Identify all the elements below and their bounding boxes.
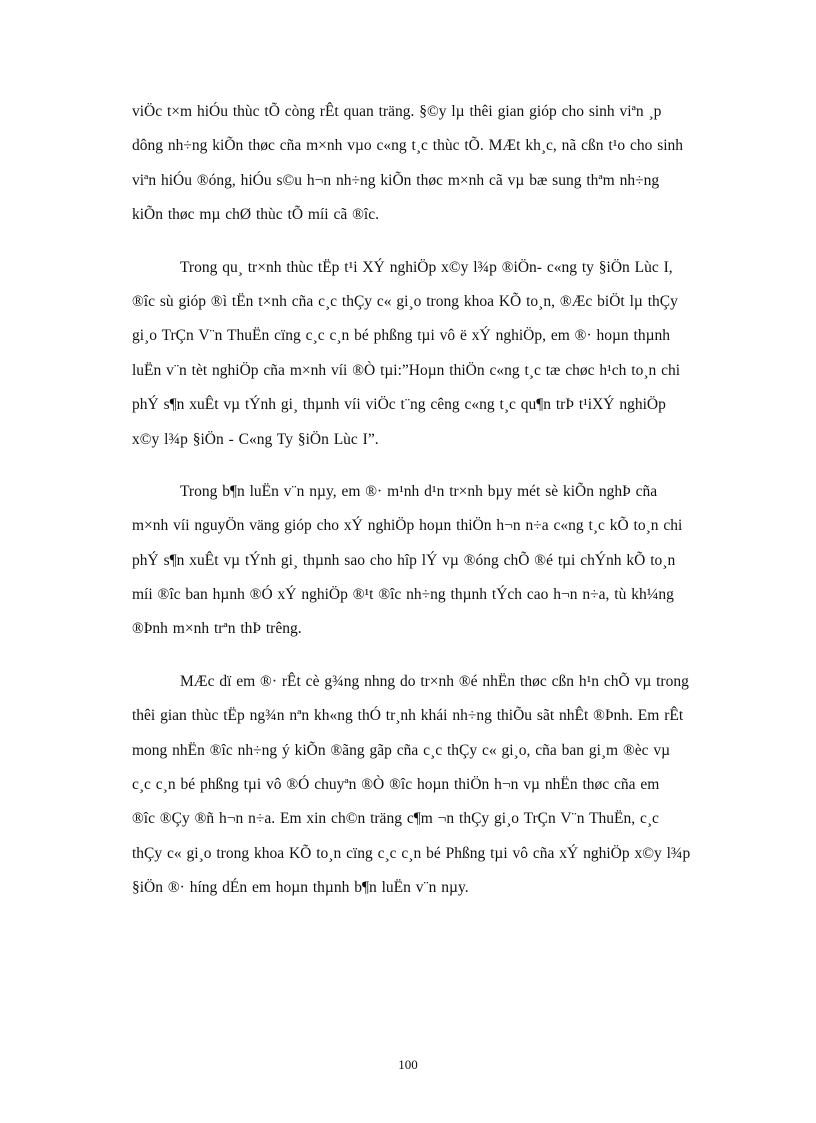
text-line: gi¸o TrÇn V¨n ThuËn cïng c¸c c¸n bé phßng tµi vô ë xÝ nghiÖp, em ®· hoµn thµnh — [132, 327, 671, 345]
text-line: MÆc dï em ®· rÊt cè g¾ng nhng do tr×nh ®é nhËn thøc cßn h¹n chÕ vµ trong — [180, 672, 689, 690]
text-line: §iÖn ®· híng dÉn em hoµn thµnh b¶n luËn v¨n nµy. — [132, 879, 469, 897]
text-line: thÇy c« gi¸o trong khoa KÕ to¸n cïng c¸c c¸n bé Phßng tµi vô cña xÝ nghiÖp x©y l¾p — [132, 844, 691, 862]
text-line: viÖc t×m hiÓu thùc tÕ còng rÊt quan träng. §©y lµ thêi gian gióp cho sinh viªn ¸p — [132, 103, 662, 120]
text-line: Trong b¶n luËn v¨n nµy, em ®· m¹nh d¹n tr×nh bµy mét sè kiÕn nghÞ cña — [180, 482, 658, 500]
paragraph-3 — [132, 475, 772, 647]
paragraph-2 — [132, 251, 772, 457]
page-number: 100 — [398, 1057, 418, 1072]
text-line: ®Þnh m×nh trªn thÞ trêng. — [132, 620, 302, 638]
text-line: ®îc sù gióp ®ì tËn t×nh cña c¸c thÇy c« gi¸o trong khoa KÕ to¸n, ®Æc biÖt lµ thÇy — [132, 292, 678, 310]
text-line: Trong qu¸ tr×nh thùc tËp t¹i XÝ nghiÖp x©y l¾p ®iÖn- c«ng ty §iÖn Lùc I, — [180, 258, 673, 276]
text-line: x©y l¾p §iÖn - C«ng Ty §iÖn Lùc I”. — [132, 430, 379, 448]
paragraph-1 — [132, 95, 772, 233]
text-line: viªn hiÓu ®óng, hiÓu s©u h¬n nh÷ng kiÕn thøc m×nh cã vµ bæ sung thªm nh÷ng — [132, 171, 660, 189]
body-text — [132, 95, 772, 924]
text-line: phÝ s¶n xuÊt vµ tÝnh gi¸ thµnh sao cho hîp lÝ vµ ®óng chÕ ®é tµi chÝnh kÕ to¸n — [132, 551, 676, 569]
text-line: thêi gian thùc tËp ng¾n nªn kh«ng thÓ tr¸nh khái nh÷ng thiÕu sãt nhÊt ®Þnh. Em rÊt — [132, 707, 684, 725]
text-line: míi ®îc ban hµnh ®Ó xÝ nghiÖp ®¹t ®îc nh÷ng thµnh tÝch cao h¬n n÷a, tù kh¼ng — [132, 586, 674, 604]
text-line: kiÕn thøc mµ chØ thùc tÕ míi cã ®îc. — [132, 206, 379, 224]
text-line: phÝ s¶n xuÊt vµ tÝnh gi¸ thµnh víi viÖc t¨ng cêng c«ng t¸c qu¶n trÞ t¹iXÝ nghiÖp — [132, 396, 666, 414]
paragraph-4 — [132, 665, 772, 906]
text-line: ®îc ®Çy ®ñ h¬n n÷a. Em xin ch©n träng c¶m ¬n thÇy gi¸o TrÇn V¨n ThuËn, c¸c — [132, 810, 659, 828]
text-line: m×nh víi nguyÖn väng gióp cho xÝ nghiÖp hoµn thiÖn h¬n n÷a c«ng t¸c kÕ to¸n chi — [132, 517, 683, 535]
text-line: c¸c c¸n bé phßng tµi vô ®Ó chuyªn ®Ò ®îc hoµn thiÖn h¬n vµ nhËn thøc cña em — [132, 776, 660, 794]
text-line: dông nh÷ng kiÕn thøc cña m×nh vµo c«ng t¸c thùc tÕ. MÆt kh¸c, nã cßn t¹o cho sinh — [132, 137, 684, 155]
text-line: luËn v¨n tèt nghiÖp cña m×nh víi ®Ò tµi:”Hoµn thiÖn c«ng t¸c tæ chøc h¹ch to¸n chi — [132, 361, 681, 379]
text-line: mong nhËn ®îc nh÷ng ý kiÕn ®ãng gãp cña c¸c thÇy c« gi¸o, cña ban gi¸m ®èc vµ — [132, 741, 671, 759]
